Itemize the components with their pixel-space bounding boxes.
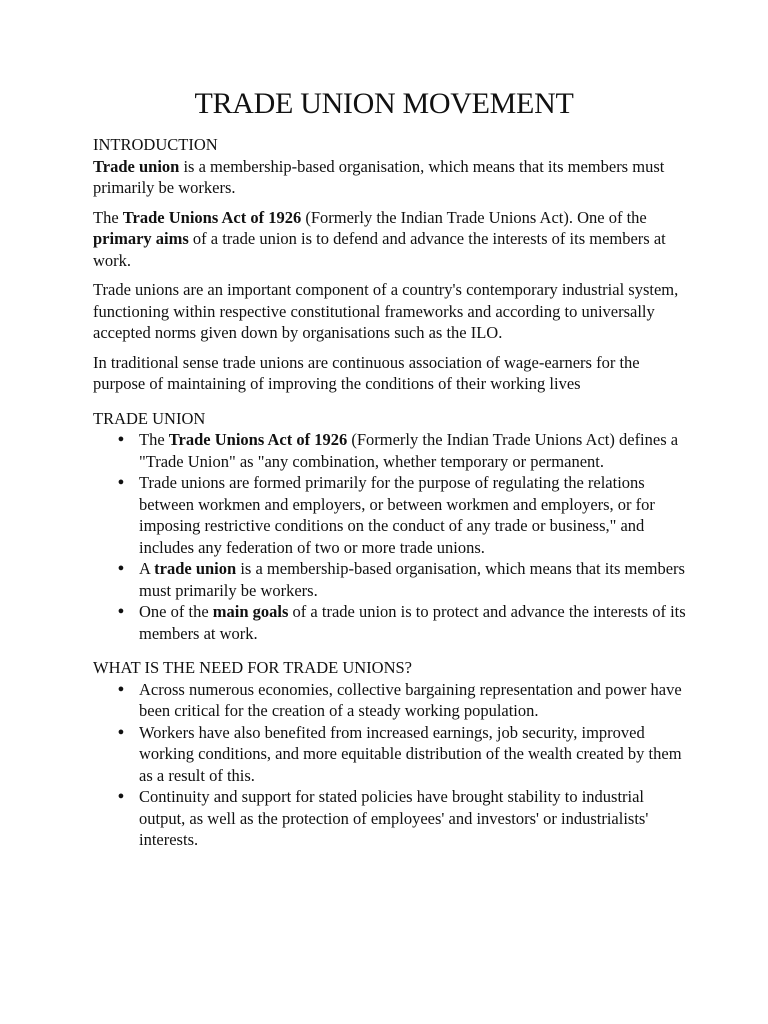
list-text: of a trade union is to protect and advance the interests of its members at work. xyxy=(139,602,686,643)
document-body xyxy=(93,134,693,851)
list-item xyxy=(93,429,693,472)
list-text: Continuity and support for stated policies have brought stability to industrial output, as well as the protection of employees' and investors' or industrialists' interests. xyxy=(139,787,649,849)
list-text: The xyxy=(139,430,169,449)
bullet-icon: ● xyxy=(117,605,125,617)
intro-paragraph-3: Trade unions are an important component of a country's contemporary industrial system, functioning within respective constitutional frameworks and according to universally accepted norms given down by organisations such as the ILO. xyxy=(93,280,679,342)
list-text: One of the xyxy=(139,602,213,621)
bullet-icon: ● xyxy=(117,476,125,488)
list-item xyxy=(93,601,693,644)
bullet-icon: ● xyxy=(117,790,125,802)
paragraph-text: The xyxy=(93,207,123,227)
list-text: Trade unions are formed primarily for the purpose of regulating the relations between workmen and employers, or between workmen and employers, or for imposing restrictive conditions on the conduct of any trade or business," and includes any federation of two or more trade unions. xyxy=(139,473,655,557)
bullet-icon: ● xyxy=(117,433,125,445)
list-text: is a membership-based organisation, which means that its members must primarily be workers. xyxy=(139,559,685,600)
need-list xyxy=(93,679,693,851)
list-text: A xyxy=(139,559,155,578)
list-item xyxy=(93,722,693,787)
list-text: Workers have also benefited from increased earnings, job security, improved working conditions, and more equitable distribution of the wealth created by them as a result of this. xyxy=(139,722,682,785)
intro-paragraph-4: In traditional sense trade unions are continuous association of wage-earners for the purpose of maintaining of improving the conditions of their working lives xyxy=(93,352,640,393)
list-item xyxy=(93,679,693,722)
bold-term: trade union xyxy=(154,559,237,578)
section-heading-introduction: INTRODUCTION xyxy=(93,135,218,154)
paragraph-text: is a membership-based organisation, which means that its members must primarily be workers. xyxy=(93,156,665,197)
bold-term: main goals xyxy=(212,602,289,621)
intro-paragraph-2 xyxy=(93,207,693,272)
list-item xyxy=(93,472,693,558)
trade-union-list xyxy=(93,429,693,644)
list-text: (Formerly the Indian Trade Unions Act) defines a "Trade Union" as "any combination, whether temporary or permanent. xyxy=(139,430,679,471)
document-title: TRADE UNION MOVEMENT xyxy=(194,87,574,120)
section-heading-trade-union: TRADE UNION xyxy=(93,408,206,428)
paragraph-text: of a trade union is to defend and advance the interests of its members at work. xyxy=(93,229,666,270)
bold-term: primary aims xyxy=(93,229,189,248)
list-text: Across numerous economies, collective bargaining representation and power have been critical for the creation of a steady working population. xyxy=(139,679,682,720)
list-item xyxy=(93,558,693,601)
intro-paragraph-1 xyxy=(93,156,693,199)
bold-term: Trade Unions Act of 1926 xyxy=(122,207,302,227)
bold-term: Trade Unions Act of 1926 xyxy=(168,430,348,449)
paragraph-text: (Formerly the Indian Trade Unions Act). One of the xyxy=(301,207,647,227)
list-item xyxy=(93,786,693,851)
bullet-icon: ● xyxy=(117,562,125,574)
bullet-icon: ● xyxy=(117,682,125,695)
bullet-icon: ● xyxy=(117,725,125,738)
section-heading-need-for-trade-unions: WHAT IS THE NEED FOR TRADE UNIONS? xyxy=(93,658,412,677)
bold-term: Trade union xyxy=(93,156,180,176)
